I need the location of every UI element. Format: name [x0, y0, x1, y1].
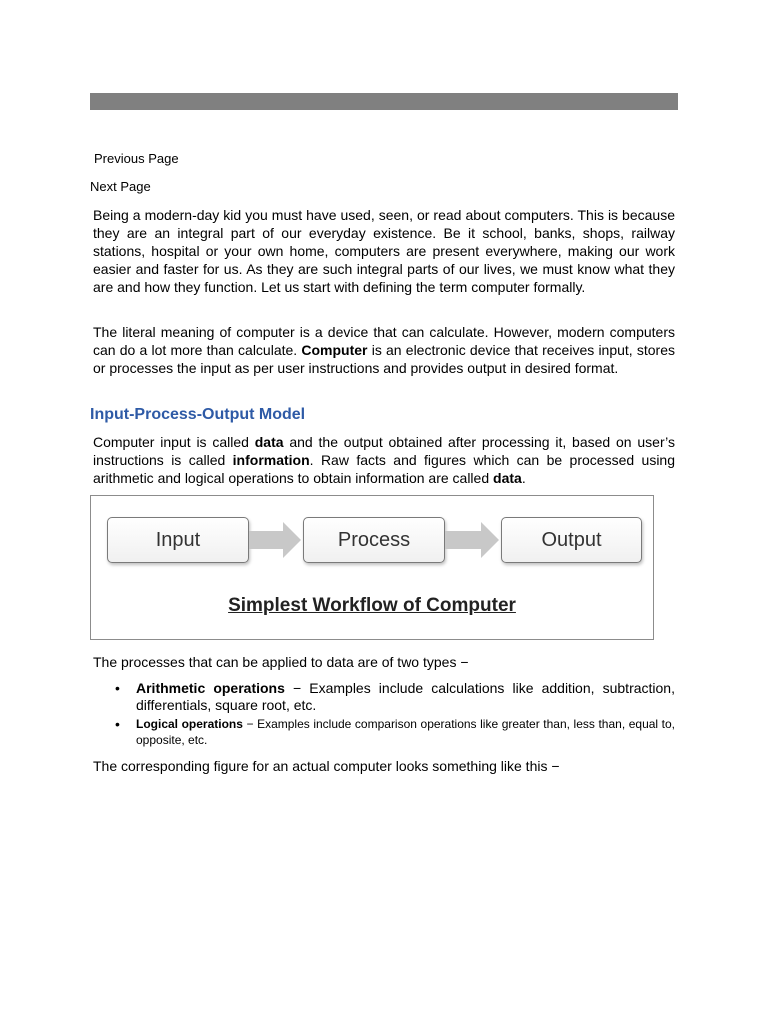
list-item: • Logical operations − Examples include comparison operations like greater than, less than, equal to, opposite, etc.: [136, 716, 675, 748]
diagram-box-process: Process: [303, 517, 445, 563]
arrow-right-icon: [445, 522, 501, 558]
intro-paragraph: Being a modern-day kid you must have used, seen, or read about computers. This is because they are an integral part of our everyday existence. Be it school, banks, shops, railway stations, hospital or your own home, computers are present everywhere, making our work easier and faster for us. As they are such integral parts of our lives, we must know what they are and how they function. Let us start with defining the term computer formally.: [93, 207, 675, 295]
header-bar: [90, 93, 678, 110]
diagram-box-input: Input: [107, 517, 249, 563]
section-heading: Input-Process-Output Model: [90, 406, 306, 423]
definition-paragraph: The literal meaning of computer is a device that can calculate. However, modern computers can do a lot more than calculate. Computer is an electronic device that receives input, stores or processes the input as per user instructions and provides output in desired format.: [93, 324, 676, 376]
operations-list: [93, 680, 675, 748]
previous-page-link[interactable]: Previous Page: [94, 151, 179, 166]
ipo-paragraph: Computer input is called data and the output obtained after processing it, based on user’s instructions is called information. Raw facts and figures which can be processed using arithmetic and logical operations to obtain information are called data.: [93, 434, 676, 486]
diagram-box-output: Output: [501, 517, 642, 563]
closing-paragraph: The corresponding figure for an actual computer looks something like this −: [93, 758, 560, 774]
processes-intro: The processes that can be applied to data are of two types −: [93, 654, 469, 670]
list-item: • Arithmetic operations − Examples include calculations like addition, subtraction, differentials, square root, etc.: [136, 680, 675, 714]
term-computer: Computer: [301, 342, 368, 358]
diagram-caption: Simplest Workflow of Computer: [228, 595, 516, 616]
next-page-link[interactable]: Next Page: [90, 179, 151, 194]
workflow-diagram: [90, 495, 654, 640]
arrow-right-icon: [249, 522, 303, 558]
